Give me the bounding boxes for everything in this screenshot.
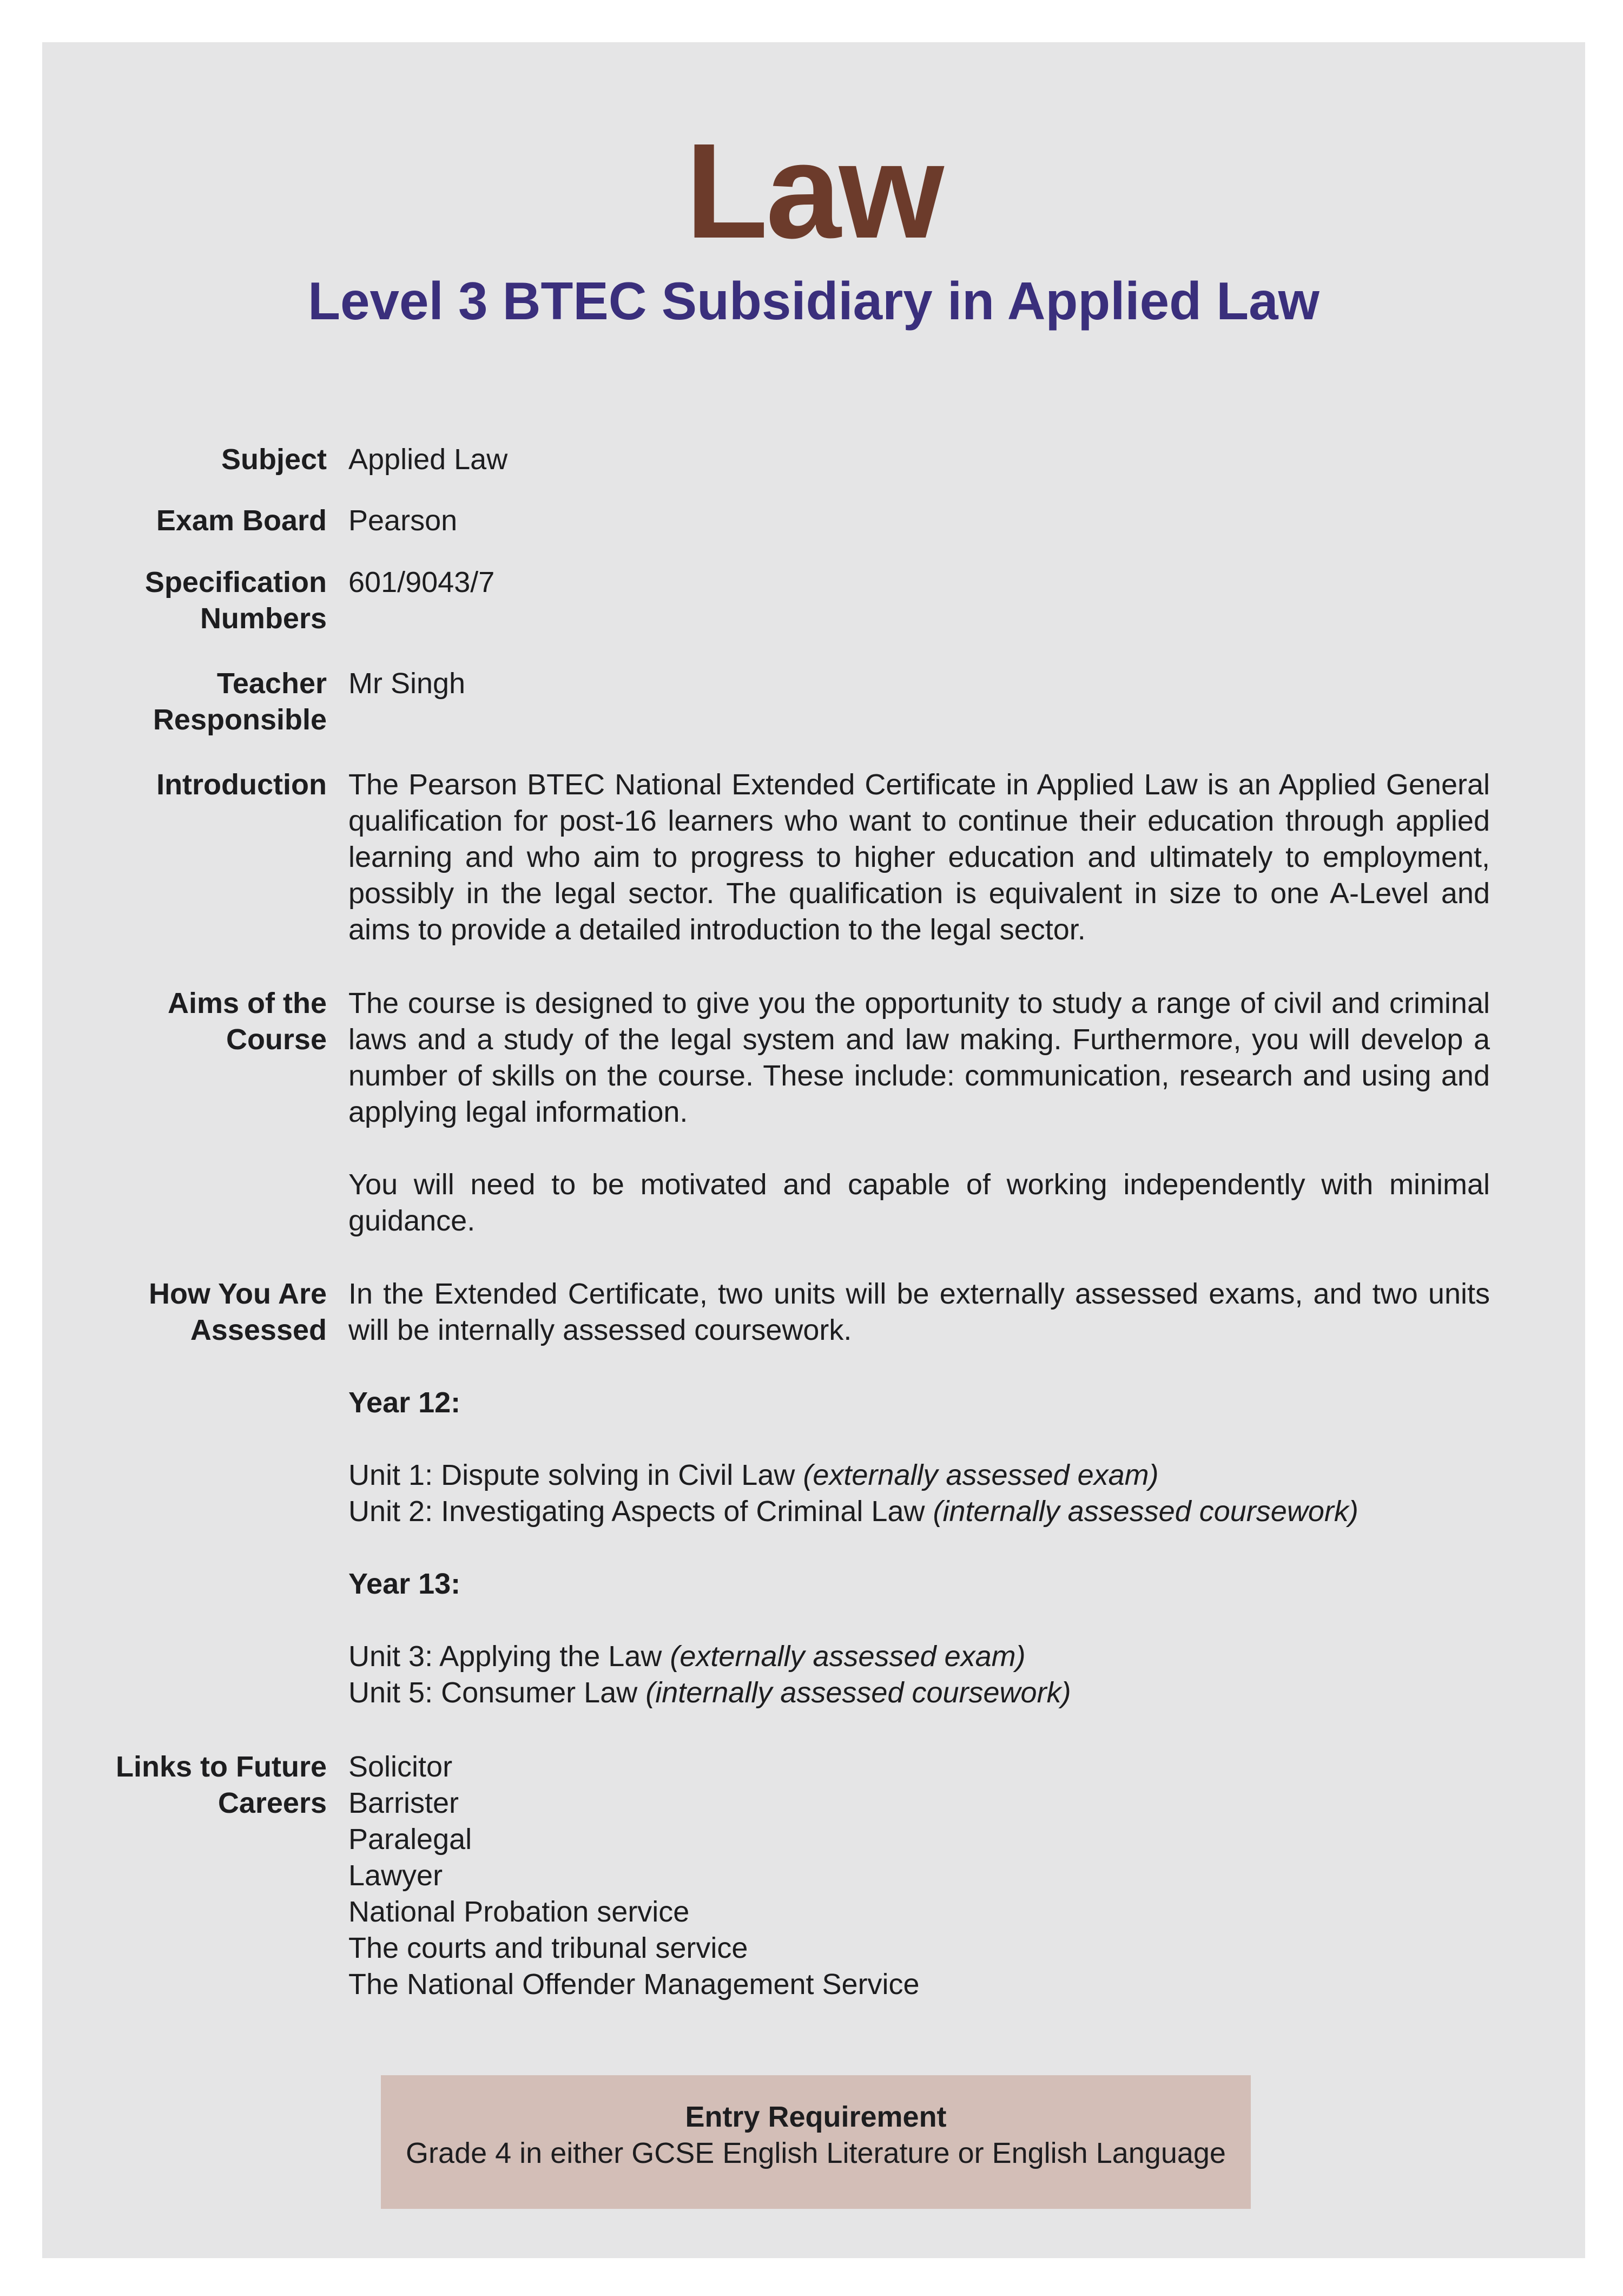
career-item: National Probation service bbox=[348, 1896, 690, 1928]
introduction-text-block bbox=[348, 767, 1490, 948]
career-item: Barrister bbox=[348, 1787, 459, 1819]
teacher-value: Mr Singh bbox=[348, 667, 466, 700]
specification-value: 601/9043/7 bbox=[348, 566, 495, 598]
teacher-label bbox=[42, 666, 327, 738]
unit-name: Unit 5: Consumer Law bbox=[348, 1676, 638, 1709]
careers-row bbox=[42, 1749, 920, 2001]
aims-paragraph-2: You will need to be motivated and capable of working independently with minimal guidance. bbox=[348, 1168, 1490, 1237]
unit-line bbox=[348, 1457, 1490, 1494]
aims-row bbox=[42, 985, 1490, 1237]
unit-line bbox=[348, 1675, 1490, 1711]
assessment-label bbox=[42, 1276, 327, 1348]
aims-label-line2: Course bbox=[226, 1023, 327, 1056]
subject-label: Subject bbox=[221, 443, 327, 476]
unit-note: (externally assessed exam) bbox=[803, 1459, 1159, 1491]
unit-note: (internally assessed coursework) bbox=[933, 1495, 1358, 1528]
career-item: Solicitor bbox=[348, 1751, 453, 1783]
careers-label-line1: Links to Future bbox=[116, 1751, 327, 1783]
page-panel bbox=[42, 42, 1585, 2258]
careers-list bbox=[348, 1749, 1490, 2003]
teacher-label-line1: Teacher bbox=[216, 667, 327, 700]
unit-note: (internally assessed coursework) bbox=[645, 1676, 1071, 1709]
year-13-heading: Year 13: bbox=[348, 1568, 461, 1600]
entry-requirement-box bbox=[381, 2075, 1251, 2209]
specification-label bbox=[42, 564, 327, 637]
year-12-heading: Year 12: bbox=[348, 1386, 461, 1419]
exam-board-row bbox=[42, 503, 458, 539]
career-item: Lawyer bbox=[348, 1859, 443, 1892]
entry-requirement-heading: Entry Requirement bbox=[685, 2101, 947, 2133]
entry-requirement-text: Grade 4 in either GCSE English Literature or English Language bbox=[406, 2137, 1226, 2169]
exam-board-value: Pearson bbox=[348, 504, 458, 537]
unit-note: (externally assessed exam) bbox=[670, 1640, 1026, 1673]
assessment-row bbox=[42, 1276, 1490, 1709]
unit-line bbox=[348, 1494, 1490, 1530]
career-item: Paralegal bbox=[348, 1823, 472, 1856]
page-subtitle: Level 3 BTEC Subsidiary in Applied Law bbox=[308, 271, 1319, 331]
unit-name: Unit 1: Dispute solving in Civil Law bbox=[348, 1459, 795, 1491]
assessment-text-block bbox=[348, 1276, 1490, 1711]
assessment-intro: In the Extended Certificate, two units will be externally assessed exams, and two units will be internally assessed coursework. bbox=[348, 1278, 1490, 1346]
teacher-label-line2: Responsible bbox=[153, 703, 327, 736]
unit-line bbox=[348, 1639, 1490, 1675]
career-item: The courts and tribunal service bbox=[348, 1932, 748, 1964]
specification-row bbox=[42, 564, 495, 637]
subject-row bbox=[42, 442, 508, 478]
aims-label-line1: Aims of the bbox=[167, 987, 327, 1019]
career-item: The National Offender Management Service bbox=[348, 1968, 920, 2001]
assessment-label-line2: Assessed bbox=[190, 1314, 327, 1346]
subject-value: Applied Law bbox=[348, 443, 508, 476]
assessment-label-line1: How You Are bbox=[148, 1278, 327, 1310]
specification-label-line1: Specification bbox=[144, 566, 327, 598]
careers-label bbox=[42, 1749, 327, 1821]
exam-board-label: Exam Board bbox=[156, 504, 327, 537]
unit-name: Unit 3: Applying the Law bbox=[348, 1640, 662, 1673]
aims-label bbox=[42, 985, 327, 1058]
introduction-label: Introduction bbox=[156, 768, 327, 801]
teacher-row bbox=[42, 666, 466, 738]
introduction-row bbox=[42, 767, 1490, 946]
aims-text-block bbox=[348, 985, 1490, 1239]
specification-label-line2: Numbers bbox=[200, 602, 327, 635]
aims-paragraph-1: The course is designed to give you the opportunity to study a range of civil and criminal laws and a study of the legal system and law making. Furthermore, you will develop a number of skills on the course. These include: communication, research and using and applying legal information. bbox=[348, 987, 1490, 1128]
unit-name: Unit 2: Investigating Aspects of Criminal Law bbox=[348, 1495, 925, 1528]
page-title: Law bbox=[685, 115, 942, 266]
introduction-text: The Pearson BTEC National Extended Certificate in Applied Law is an Applied General qualification for post-16 learners who want to continue their education through applied learning and who aim to progress to higher education and ultimately to employment, possibly in the legal sector. The qualification is equivalent in size to one A-Level and aims to provide a detailed introduction to the legal sector. bbox=[348, 768, 1490, 946]
careers-label-line2: Careers bbox=[217, 1787, 327, 1819]
